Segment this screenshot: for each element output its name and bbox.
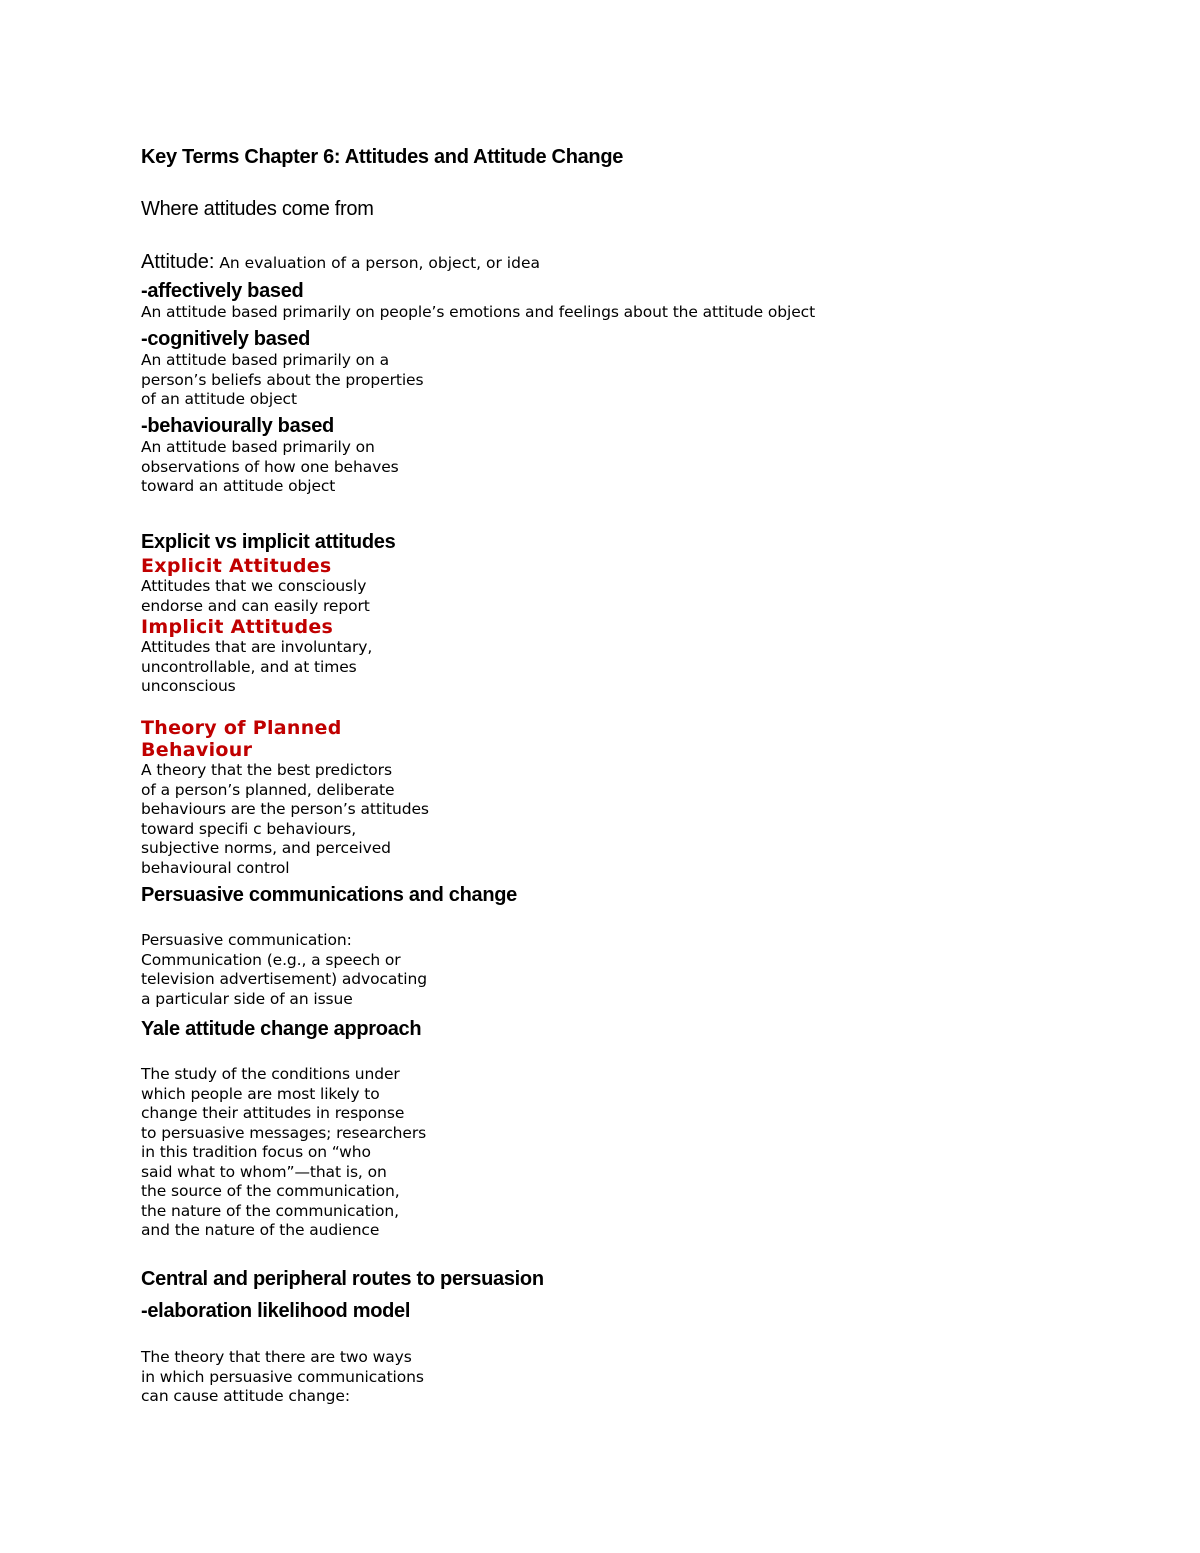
implicit-attitudes-definition: [141, 638, 372, 697]
theory-of-planned-behaviour-term: [141, 717, 342, 761]
definition-line: the nature of the communication,: [141, 1201, 399, 1220]
definition-line: and the nature of the audience: [141, 1221, 380, 1239]
explicit-attitudes-term: Explicit Attitudes: [141, 555, 332, 577]
definition-line: A theory that the best predictors: [141, 761, 392, 779]
central-peripheral-routes-heading: Central and peripheral routes to persuasion: [141, 1268, 544, 1290]
definition-line: The study of the conditions under: [141, 1065, 400, 1083]
document-title: Key Terms Chapter 6: Attitudes and Attitude Change: [141, 146, 624, 168]
definition-line: An attitude based primarily on: [141, 438, 375, 456]
definition-line: television advertisement) advocating: [141, 970, 427, 988]
explicit-vs-implicit-heading: Explicit vs implicit attitudes: [141, 531, 396, 553]
definition-line: the source of the communication,: [141, 1182, 400, 1200]
term-line: Theory of Planned: [141, 717, 342, 739]
explicit-attitudes-definition: [141, 577, 370, 616]
attitude-definition: An evaluation of a person, object, or idea: [214, 254, 540, 272]
definition-line: Attitudes that are involuntary,: [141, 638, 373, 656]
affectively-based-definition: An attitude based primarily on people’s emotions and feelings about the attitude object: [141, 303, 816, 321]
definition-line: toward specifi c behaviours,: [141, 819, 357, 838]
definition-line: unconscious: [141, 677, 236, 695]
definition-line: endorse and can easily report: [141, 596, 370, 615]
persuasive-communication-definition: [141, 931, 427, 1009]
definition-line: observations of how one behaves: [141, 457, 399, 476]
definition-line: uncontrollable, and at times: [141, 657, 357, 676]
cognitively-based-heading: -cognitively based: [141, 328, 311, 350]
definition-line: in which persuasive communications: [141, 1367, 424, 1386]
definition-line: Communication (e.g., a speech or: [141, 950, 401, 969]
implicit-attitudes-term: Implicit Attitudes: [141, 616, 334, 638]
theory-of-planned-behaviour-definition: [141, 761, 429, 878]
persuasive-communications-heading: Persuasive communications and change: [141, 884, 517, 906]
definition-line: subjective norms, and perceived: [141, 839, 391, 857]
definition-line: to persuasive messages; researchers: [141, 1123, 427, 1142]
attitude-definition-line: [141, 251, 540, 274]
definition-line: person’s beliefs about the properties: [141, 370, 424, 389]
definition-line: The theory that there are two ways: [141, 1348, 412, 1366]
yale-approach-heading: Yale attitude change approach: [141, 1018, 422, 1040]
definition-line: An attitude based primarily on a: [141, 351, 389, 369]
attitude-term: Attitude:: [141, 251, 215, 273]
behaviourally-based-heading: -behaviourally based: [141, 415, 334, 437]
definition-line: of an attitude object: [141, 390, 297, 408]
behaviourally-based-definition: [141, 438, 399, 497]
definition-line: toward an attitude object: [141, 477, 336, 495]
affectively-based-heading: -affectively based: [141, 280, 304, 302]
definition-line: in this tradition focus on “who: [141, 1143, 371, 1161]
definition-line: behavioural control: [141, 858, 290, 877]
definition-line: of a person’s planned, deliberate: [141, 780, 395, 799]
section-heading-where-attitudes-come-from: Where attitudes come from: [141, 198, 374, 220]
definition-line: Persuasive communication:: [141, 931, 352, 949]
definition-line: Attitudes that we consciously: [141, 577, 367, 595]
definition-line: which people are most likely to: [141, 1084, 380, 1103]
elaboration-likelihood-model-definition: [141, 1348, 424, 1407]
definition-line: behaviours are the person’s attitudes: [141, 800, 429, 818]
term-line: Behaviour: [141, 739, 253, 761]
definition-line: can cause attitude change:: [141, 1387, 350, 1405]
yale-approach-definition: [141, 1065, 426, 1241]
cognitively-based-definition: [141, 351, 423, 410]
definition-line: a particular side of an issue: [141, 989, 353, 1008]
elaboration-likelihood-model-heading: -elaboration likelihood model: [141, 1300, 411, 1322]
definition-line: change their attitudes in response: [141, 1104, 405, 1122]
definition-line: said what to whom”—that is, on: [141, 1162, 387, 1181]
